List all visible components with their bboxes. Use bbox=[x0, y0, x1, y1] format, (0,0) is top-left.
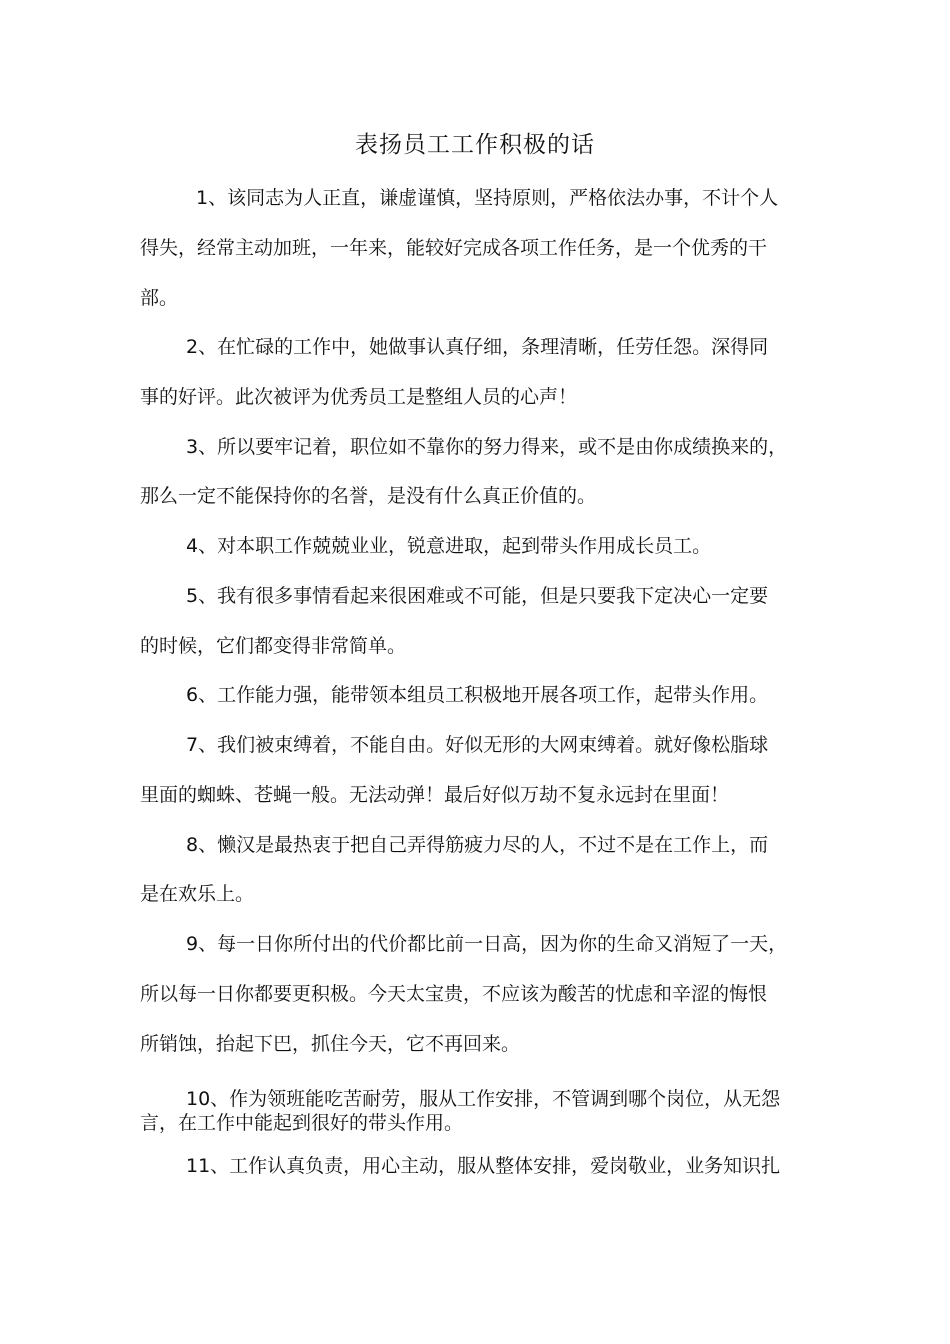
paragraph-1-line-1: 1、该同志为人正直，谦虚谨慎，坚持原则，严格依法办事，不计个人 bbox=[196, 187, 779, 209]
paragraph-5-line-2: 的时候，它们都变得非常简单。 bbox=[140, 635, 407, 657]
paragraph-9-line-1: 9、每一日你所付出的代价都比前一日高，因为你的生命又消短了一天， bbox=[186, 933, 788, 955]
paragraph-4-line-1: 4、对本职工作兢兢业业，锐意进取，起到带头作用成长员工。 bbox=[186, 535, 712, 557]
paragraph-9-line-3: 所销蚀，抬起下巴，抓住今天，它不再回来。 bbox=[140, 1033, 521, 1055]
paragraph-9-line-2: 所以每一日你都要更积极。今天太宝贵，不应该为酸苦的忧虑和辛涩的悔恨 bbox=[140, 983, 768, 1005]
paragraph-2-line-1: 2、在忙碌的工作中，她做事认真仔细，条理清晰，任劳任怨。深得同 bbox=[186, 336, 769, 358]
paragraph-8-line-1: 8、懒汉是最热衷于把自己弄得筋疲力尽的人，不过不是在工作上，而 bbox=[186, 834, 769, 856]
paragraph-1-line-2: 得失，经常主动加班，一年来，能较好完成各项工作任务，是一个优秀的干 bbox=[140, 237, 768, 259]
paragraph-3-line-1: 3、所以要牢记着，职位如不靠你的努力得来，或不是由你成绩换来的， bbox=[186, 436, 788, 458]
paragraph-6-line-1: 6、工作能力强，能带领本组员工积极地开展各项工作，起带头作用。 bbox=[186, 684, 769, 706]
paragraph-1-line-3: 部。 bbox=[140, 287, 179, 309]
paragraph-10-line-1: 10、作为领班能吃苦耐劳，服从工作安排，不管调到哪个岗位，从无怨 bbox=[186, 1088, 781, 1110]
paragraph-7-line-1: 7、我们被束缚着，不能自由。好似无形的大网束缚着。就好像松脂球 bbox=[186, 734, 769, 756]
paragraph-2-line-2: 事的好评。此次被评为优秀员工是整组人员的心声！ bbox=[140, 386, 578, 408]
paragraph-3-line-2: 那么一定不能保持你的名誉，是没有什么真正价值的。 bbox=[140, 485, 597, 507]
paragraph-8-line-2: 是在欢乐上。 bbox=[140, 883, 255, 905]
document-title: 表扬员工工作积极的话 bbox=[355, 132, 595, 158]
paragraph-7-line-2: 里面的蜘蛛、苍蝇一般。无法动弹！最后好似万劫不复永远封在里面！ bbox=[140, 784, 730, 806]
paragraph-5-line-1: 5、我有很多事情看起来很困难或不可能，但是只要我下定决心一定要 bbox=[186, 585, 769, 607]
paragraph-11-line-1: 11、工作认真负责，用心主动，服从整体安排，爱岗敬业，业务知识扎 bbox=[186, 1155, 781, 1177]
paragraph-10-line-2: 言，在工作中能起到很好的带头作用。 bbox=[140, 1112, 464, 1134]
